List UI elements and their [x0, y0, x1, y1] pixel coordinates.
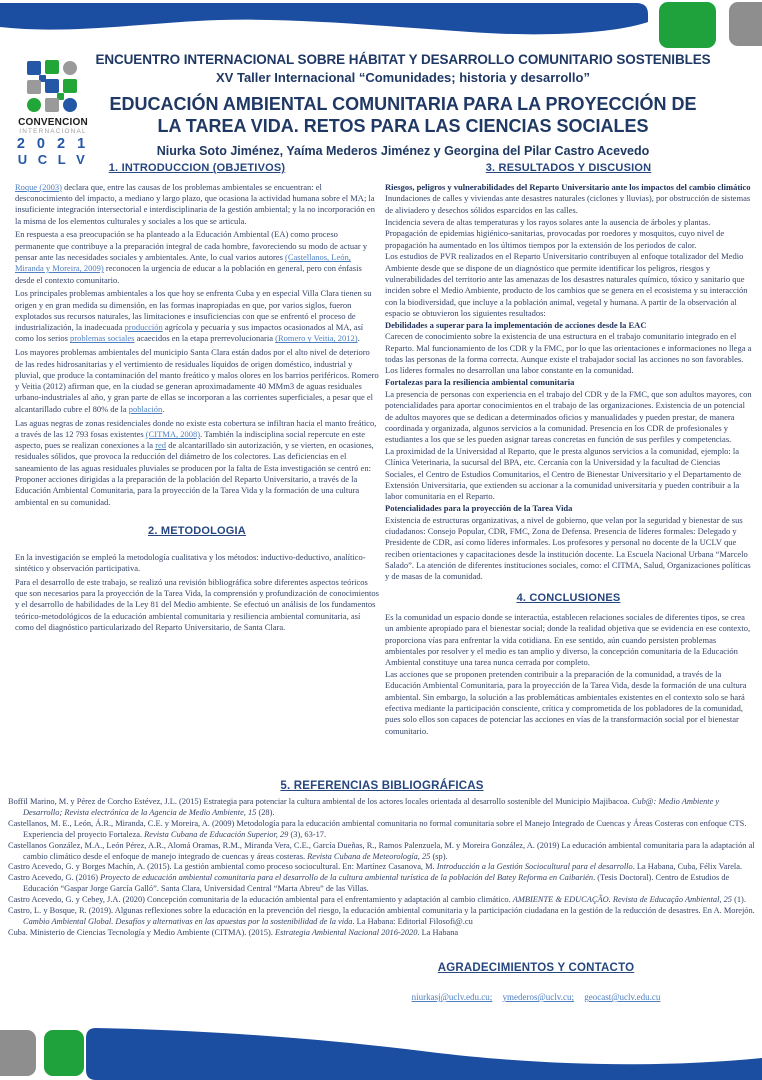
logo-text-2021: 2 0 2 1 — [16, 136, 90, 152]
text-segment: Para el desarrollo de este trabajo, se realizó una revisión bibliográfica sobre diferentes aspectos teóricos que son necesarios para la proyección de la Tarea Vida, la comprensión y profundización de conocimientos y el desarrollo de habilidades de la Ley 81 del Medio ambiente. Se efectuó un análisis de los fundamentos teórico-metodológicos de la educación ambiental comunitaria y resiliencia ambiental comunitaria, así como del diagnóstico particularizado del Reparto Universitario, de Santa Clara. — [15, 576, 379, 632]
paragraph — [15, 418, 379, 508]
text-segment: Las acciones que se proponen pretenden contribuir a la preparación de la comunidad, a través de la Educación Ambiental Comunitaria, para la proyección de la Tarea Vida, desde la formación de una cultura ambiental. Sin embargo, la solución a las problemáticas ambientales existentes en el contexto solo se hará efectiva mediante la participación consciente, crítica y comprometida de los pobladores de la comunidad, pues solo ellos son capaces de potenciar las acciones en vías de la transformación social por el bienestar comunitario. — [385, 669, 747, 736]
text-segment: Inundaciones de calles y viviendas ante desastres naturales (ciclones y lluvias), por obstrucción de sistemas de aliviadero y desechos sólidos esparcidos en las calles. — [385, 193, 751, 215]
text-segment: Castro, L. y Bosque, R. (2019). Algunas reflexiones sobre la educación en la prevención del riesgo, la educación ambiental comunitaria y la participación ciudadana en la gestión de la reducción de desastres. En A. Morejón. — [8, 906, 755, 916]
citation-link[interactable]: red — [155, 440, 167, 451]
text-segment: Los estudios de PVR realizados en el Reparto Universitario contribuyen al enfoque totalizador del Medio Ambiente desde que se dispone de un diagnóstico que permite identificar los peligros, riesgos y vulnerabilidades del territorio ante las amenazas de los desastres naturales químico, tóxico y sanitario que inciden sobre el Medio Ambiente, producto de los cambios que se genera en el ecosistema y su interacción con la biodiversidad, que incluye a la población animal, vegetal y humana. A partir de la observación al espacio se obtuvieron los siguientes resultados: — [385, 251, 748, 318]
paragraph — [385, 515, 752, 583]
text-segment: Riesgos, peligros y vulnerabilidades del Reparto Universitario ante los impactos del cambio climático — [385, 181, 751, 192]
citation-link[interactable]: Roque (2003) — [15, 181, 62, 192]
text-segment: En respuesta a esa preocupación se ha planteado a la Educación Ambiental (EA) como proceso permanente que contribuye a la preparación integral de cada hombre, favoreciendo su modo de actuar y pensar ante las necesidades sociales y ambientales. Ante, lo cual varios autores — [15, 229, 368, 262]
paragraph — [385, 217, 752, 228]
text-segment: La presencia de personas con experiencia en el trabajo del CDR y de la FMC, que son adultos mayores, con potencialidades para aportar conocimientos en el trabajo de las organizaciones. Existencia de un potencial de adultos mayores que se dedican a determinados oficios y manualidades y pueden prestar, de manera coordinada y organizada, algunos servicios a la comunidad. Presencia en los CDR de profesionales y estudiantes a los que se les pueden asignar tareas concretas en función de sus perfiles y competencias. — [385, 388, 752, 445]
text-segment: Incidencia severa de altas temperaturas y los rayos solares ante la ausencia de árboles y plantas. — [385, 216, 711, 227]
paragraph — [385, 331, 752, 376]
paragraph — [385, 251, 752, 319]
section-heading-agradecimientos: AGRADECIMIENTOS Y CONTACTO — [437, 962, 635, 974]
contact-emails-line — [320, 992, 752, 1002]
text-segment: Cambio Ambiental Global. Desafíos y alternativas en las apuestas por la sostenibilidad de la vida — [23, 917, 353, 927]
text-segment: . (Tesis Doctoral). Centro de Estudios de Educación “Gaspar Jorge García Galló”. Santa Clara, Universidad Central “Marta Abreu” de las Villas. — [23, 873, 730, 894]
text-segment: Debilidades a superar para la implementación de acciones desde la EAC — [385, 319, 647, 330]
paragraph — [385, 193, 752, 216]
text-segment: (28). — [256, 807, 275, 817]
text-segment: Castro Acevedo, G. (2016) — [8, 873, 101, 883]
text-segment: de alcantarillado sin autorización, y se vierten, en ocasiones, residuales sólidos, que provoca la reducción del diámetro de los colectores. Las deficiencias en el saneamiento de las aguas residuales pluviales se producen por la falta de Esta investigación se centró en: Proponer acciones dirigidas a la preparación de la población del Reparto Universitario, a través de la Educación Ambiental Comunitaria, para la proyección de la Tarea Vida y la formación de una cultura ambiental en su comunidad. — [15, 440, 374, 507]
text-segment: . — [162, 403, 165, 414]
text-segment: . La Habana: Editorial Filosofi@.cu — [352, 917, 473, 927]
paragraph — [15, 182, 379, 227]
text-segment — [578, 992, 580, 1002]
text-segment: Fortalezas para la resiliencia ambiental comunitaria — [385, 377, 575, 388]
contact-section — [320, 962, 752, 1002]
section-heading-metodologia: 2. METODOLOGIA — [148, 524, 246, 537]
paragraph — [385, 228, 752, 251]
text-segment: reconocen la urgencia de educar a la población en general, pero con énfasis desde el contexto comunitario. — [15, 263, 362, 285]
text-segment: Los principales problemas ambientales a los que hoy se enfrenta Cuba y en especial Villa Clara tienen su origen y en gran medida su dimensión, en las formas inapropiadas en que, por varios siglos, fueron explotados sus recursos naturales, las limitaciones e insuficiencias con que se enfrentó el proceso de industrialización, la inadecuada — [15, 288, 372, 333]
section-heading-introduccion: 1. INTRODUCCION (OBJETIVOS) — [108, 162, 286, 174]
paragraph — [385, 503, 752, 514]
references-list — [8, 797, 756, 939]
text-segment: Existencia de estructuras organizativas, a nivel de gobierno, que velan por la seguridad y bienestar de sus ciudadanos: Consejo Popular, CDR, FMC, Zona de Defensa. Presencia de líderes formales: Delegado y Presidente de CDR, así como líderes informales. Los profesores y personal no docente de la UCLV que reciben orientaciones y capacitaciones desde la institución docente. La Escuela Nacional Urbana “Marcelo Salado”. La atención de diferentes instituciones sociales, como: el CITMA, Salud, Organizaciones políticas y de masas de la comunidad. — [385, 514, 751, 582]
paragraph — [385, 182, 752, 193]
authors: Niurka Soto Jiménez, Yaíma Mederos Jiménez y Georgina del Pilar Castro Acevedo — [156, 143, 650, 158]
bottom-green-square — [44, 1030, 84, 1076]
convencion-uclv-logo — [13, 60, 93, 167]
conclusiones-paragraphs — [385, 612, 752, 737]
text-segment: Castellanos González, M.A., León Pérez, A.R., Alomá Oramas, R.M., Miranda Vera, C.E., García Dueñas, R., Ramos Palenzuela, M. y Moreira González, A. (2019) La educación ambiental comunitaria para la adaptación al cambio climático desde el enfoque de manejo integrado de cuencas y áreas costeras. — [8, 840, 755, 861]
text-segment: . También la indisciplina social repercute en este aspecto, pues se realizan conexiones a la — [15, 428, 366, 451]
citation-link[interactable]: (Romero y Veitia, 2012) — [275, 333, 358, 344]
text-segment: Cub@: Medio Ambiente y Desarrollo; Revista electrónica de la Agencia de Medio Ambiente, 15 — [23, 796, 720, 817]
event-subtitle: XV Taller Internacional “Comunidades; historia y desarrollo” — [216, 70, 590, 85]
text-segment: Proyecto de educación ambiental comunitaria para el desarrollo de la cultura ambiental turística de la población del Batey Reforma en Caibarién — [100, 873, 594, 883]
text-segment: Castro Acevedo, G. y Cebey, J.A. (2020) Concepción comunitaria de la educación ambiental para el enfrentamiento y adaptación al cambio climático. — [8, 895, 513, 905]
contact-emails — [320, 992, 752, 1002]
intro-paragraphs — [15, 182, 379, 508]
references-section — [8, 779, 756, 939]
reference-entry — [8, 895, 756, 906]
reference-entry — [8, 797, 756, 819]
top-green-square — [659, 2, 716, 48]
text-segment: Carecen de conocimiento sobre la existencia de una estructura en el trabajo comunitario integrado en el Reparto. Mal funcionamiento de los CDR y la FMC, por lo que las orientaciones e informaciones no llega a todas las personas de la forma correcta. Aunque existe el trabajador social las acciones no son favorables. Los líderes formales no desarrollan una labor constante en la comunidad. — [385, 331, 752, 376]
section-heading-conclusiones: 4. CONCLUSIONES — [516, 591, 621, 604]
citation-link[interactable]: (Castellanos, León, Miranda y Moreira, 2009) — [15, 251, 351, 274]
poster-title — [92, 94, 714, 138]
reference-entry — [8, 862, 756, 873]
text-segment: En la investigación se empleó la metodología cualitativa y los métodos: inductivo-deductivo, analítico-sintético y observación participativa. — [15, 551, 366, 573]
paragraph — [15, 288, 379, 344]
text-segment: Propagación de epidemias higiénico-sanitarias, provocadas por roedores y mosquitos, cuyo nivel de propagación ha aumentado en los últimos tiempos por la extensión de los periodos de calor. — [385, 228, 725, 250]
paragraph — [15, 229, 379, 285]
text-segment: Castellanos, M. E., León, Á.R., Miranda, C.E. y Moreira, A. (2009) Metodología para la educación ambiental comunitaria no formal comunitaria sobre el Manejo Integrado de Cuencas y Áreas Costeras con enfoque CTS. Experiencia del proyecto Fortaleza. — [8, 818, 747, 839]
paragraph — [385, 669, 752, 737]
right-column — [385, 161, 752, 737]
text-segment — [496, 992, 498, 1002]
paragraph — [385, 446, 752, 502]
text-segment: Es la comunidad un espacio donde se interactúa, establecen relaciones sociales de diferentes tipos, se crea un ambiente apropiado para el bienestar social; donde la realidad objetiva que se evidencia en ese contexto, proporciona vías para enfrentar la vida cotidiana. En ese sentido, aún cuando persisten problemas ambientales por resolver y el medio es tan amplio y diverso, la concepción comunitaria de la Educación Ambiental constituye una tarea nunca cerrada por completo. — [385, 612, 751, 668]
text-segment: La proximidad de la Universidad al Reparto, que le presta algunos servicios a la comunidad, ejemplo: la Clínica Veterinaria, la sucursal del BPA, etc. Cercanía con la Universidad y la facultad de Ciencias Sociales, el Centro de Estudios Comunitarios, el Centro de Bienestar Universitario y el Departamento de Extensión Universitaria, que extienden su accionar a la comunidad universitaria y pueden contribuir a la labor comunitaria en el Reparto. — [385, 445, 741, 502]
top-banner-wave — [0, 0, 762, 52]
metodologia-paragraphs — [15, 552, 379, 634]
section-heading-referencias: 5. REFERENCIAS BIBLIOGRÁFICAS — [280, 780, 484, 792]
bottom-banner-wave — [0, 1022, 762, 1080]
poster-title-line1: EDUCACIÓN AMBIENTAL COMUNITARIA PARA LA PROYECCIÓN DE — [109, 94, 697, 114]
text-segment: agrícola y pecuaria y sus impactos ocasionados al MA, así como los serios — [15, 322, 364, 344]
email-link[interactable]: ymederos@uclv.cu; — [502, 992, 574, 1002]
paragraph — [15, 552, 379, 575]
resultados-paragraphs — [385, 182, 752, 583]
text-segment: acaecidos en la etapa prerrevolucionaria — [134, 333, 276, 344]
text-segment: Castro Acevedo, G. y Borges Machín, A. (2015). La gestión ambiental como proceso sociocultural. En: Martínez Casanova, M. — [8, 862, 437, 872]
event-title: ENCUENTRO INTERNACIONAL SOBRE HÁBITAT Y DESARROLLO COMUNITARIO SOSTENIBLES — [95, 52, 711, 67]
paragraph — [385, 377, 752, 388]
reference-entry — [8, 906, 756, 928]
poster-header — [92, 52, 714, 158]
text-segment: . La Habana, Cuba, Félix Varela. — [632, 862, 743, 872]
paragraph — [385, 389, 752, 445]
reference-entry — [8, 928, 756, 939]
section-heading-resultados: 3. RESULTADOS Y DISCUSION — [485, 162, 652, 174]
logo-text-convencion: CONVENCION — [18, 117, 88, 128]
text-segment: . La Habana — [417, 928, 459, 937]
top-blue-wave — [0, 3, 648, 34]
bottom-gray-square — [0, 1030, 36, 1076]
reference-entry — [8, 873, 756, 895]
text-segment: Revista Cubana de Educación Superior, 29 — [144, 829, 289, 839]
text-segment: Introducción a la Gestión Sociocultural para el desarrollo — [436, 862, 633, 872]
paragraph — [15, 577, 379, 633]
text-segment: Las aguas negras de zonas residenciales donde no existe esta cobertura se infiltran hacia el manto freático, a través de las 12 793 fosas existentes — [15, 417, 377, 439]
text-segment: Estrategia Ambiental Nacional 2016-2020 — [274, 928, 418, 937]
text-segment: (1). — [731, 895, 746, 905]
uclv-logo-mosaic-icon — [24, 60, 82, 114]
text-segment: . — [357, 333, 360, 344]
reference-entry — [8, 841, 756, 863]
email-link[interactable]: niurkasj@uclv.edu.cu; — [411, 992, 493, 1002]
logo-text-internacional: INTERNACIONAL — [19, 128, 87, 135]
text-segment: declara que, entre las causas de los problemas ambientales se encuentran: el desconocimiento del impacto, a mediano y largo plazo, que ocasiona la actividad humana sobre el MA; la insuficiente integración intersectorial e interdisciplinaria de la gestión ambiental; y la no incorporación en la misma de los elementos culturales y sociales a los que se articula. — [15, 181, 375, 226]
text-segment: Revista Cubana de Meteorología, 25 — [307, 851, 431, 861]
logo-text-uclv: U C L V — [17, 152, 89, 167]
paragraph — [15, 347, 379, 415]
citation-link[interactable]: población — [128, 403, 163, 414]
citation-link[interactable]: (CITMA, 2008) — [145, 428, 201, 439]
text-segment: Cuba. Ministerio de Ciencias Tecnología y Medio Ambiente (CITMA). (2015). — [8, 928, 275, 937]
citation-link[interactable]: problemas sociales — [70, 333, 135, 344]
text-segment: AMBIENTE & EDUCAÇÃO. Revista de Educação Ambiental, 25 — [512, 895, 732, 905]
top-gray-square — [729, 2, 762, 46]
reference-entry — [8, 819, 756, 841]
text-segment: Potencialidades para la proyección de la Tarea Vida — [385, 502, 573, 513]
citation-link[interactable]: producción — [124, 322, 163, 333]
text-segment: (sp). — [430, 851, 448, 861]
poster-title-line2: LA TAREA VIDA. RETOS PARA LAS CIENCIAS SOCIALES — [157, 115, 649, 136]
text-segment: (3), 63-17. — [288, 829, 327, 839]
bottom-blue-wave — [86, 1028, 762, 1080]
paragraph — [385, 320, 752, 331]
email-link[interactable]: geocast@uclv.edu.cu — [584, 992, 661, 1002]
paragraph — [385, 612, 752, 668]
text-segment: Los mayores problemas ambientales del municipio Santa Clara están dados por el alto nivel de deterioro de las redes hidrosanitarias y el vertimiento de residuales líquidos de origen doméstico, industrial y pluvial, que produce la contaminación del manto freático y malos olores en los barrios periféricos. Romero y Veitia (2012) afirman que, en la ciudad se generan aproximadamente 40 MMm3 de aguas residuales urbano-industriales al año, y gran parte de ellas se incorporan a las corrientes superficiales, a pesar que el alcantarillado cubre el 80% de la — [15, 347, 379, 414]
left-column — [15, 161, 379, 636]
text-segment: Boffil Marino, M. y Pérez de Corcho Estévez, J.L. (2015) Estrategia para potenciar la cultura ambiental de los actores locales orientada al desarrollo sostenible del Municipio Majibacoa. — [8, 796, 632, 806]
